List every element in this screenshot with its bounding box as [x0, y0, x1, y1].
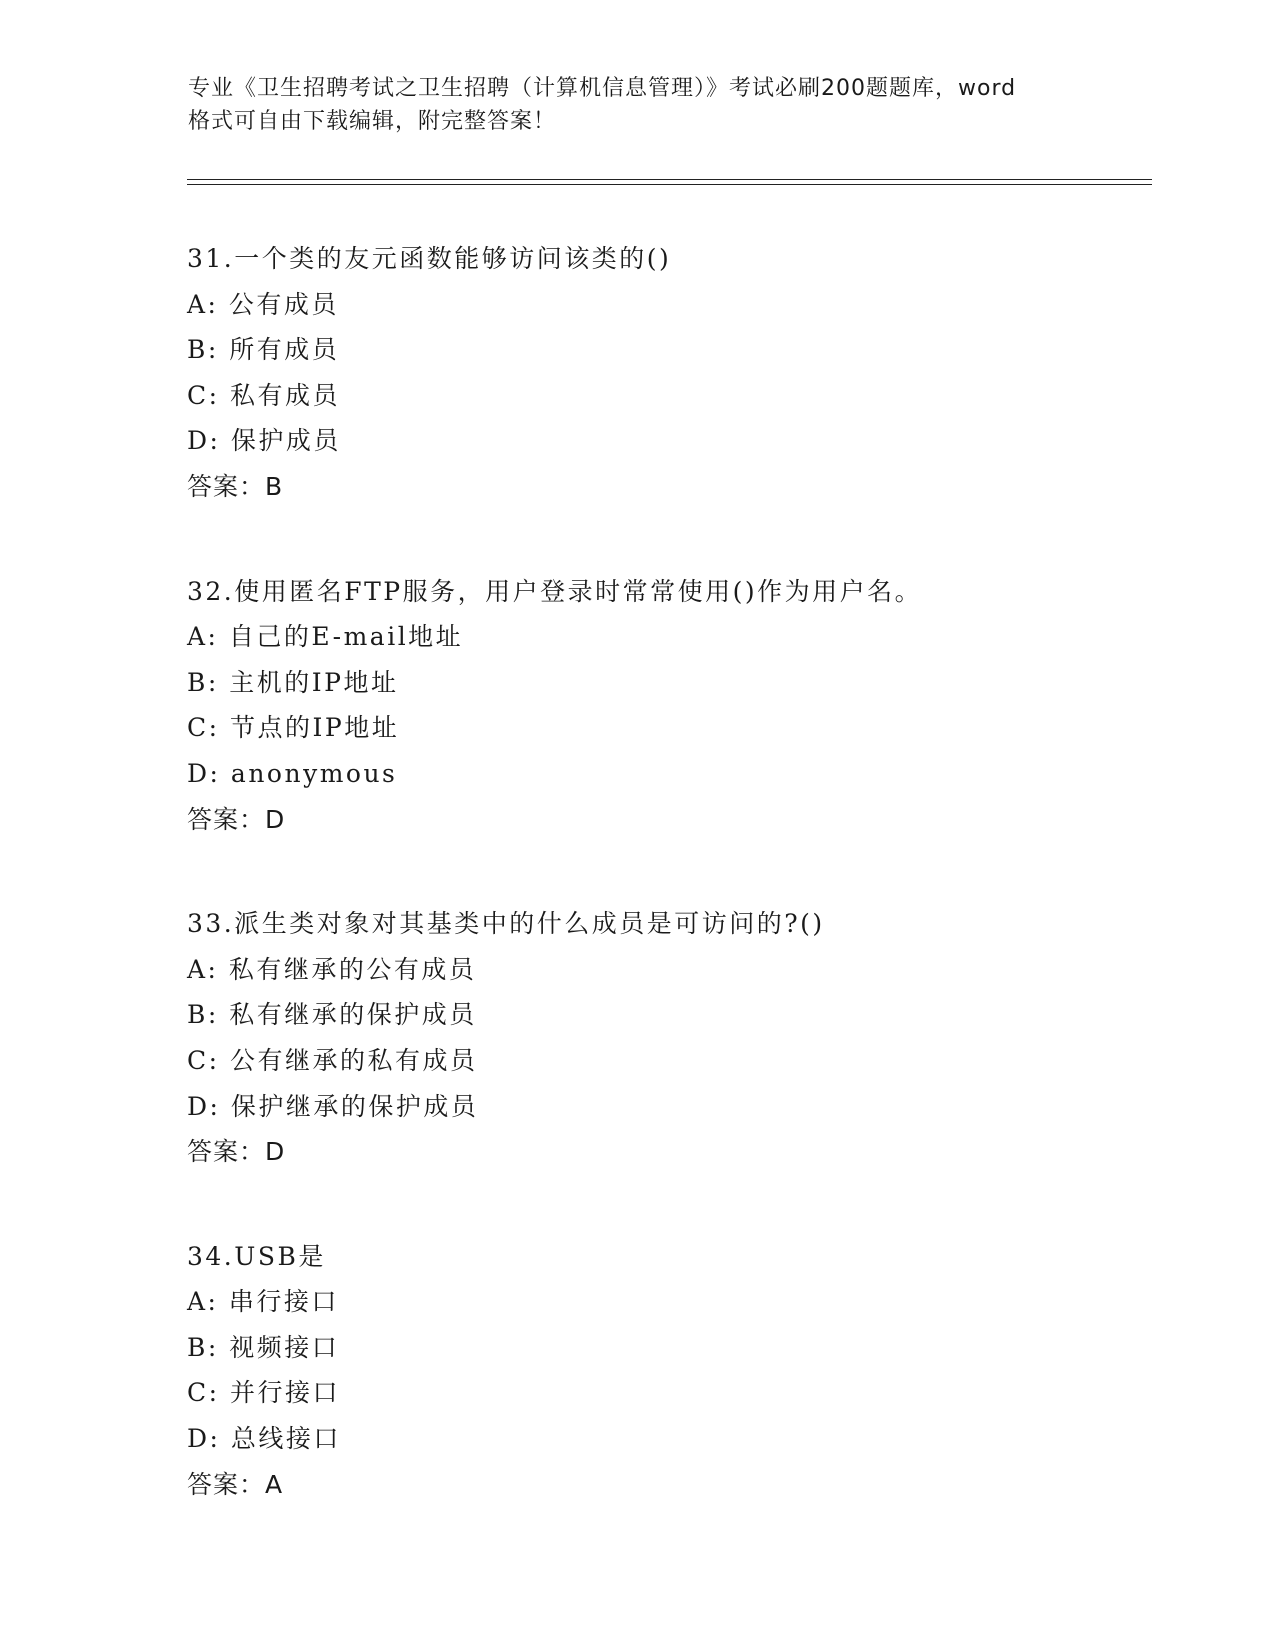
- question-list: [187, 236, 1147, 1566]
- option-b: B: 所有成员: [187, 335, 340, 365]
- option-d: D: anonymous: [187, 758, 398, 788]
- question-31: [187, 236, 1147, 510]
- question-stem: 34.USB是: [187, 1241, 326, 1271]
- header-divider-bottom: [187, 184, 1152, 185]
- header-line-2: 格式可自由下载编辑，附完整答案！: [188, 109, 557, 134]
- question-stem: 31.一个类的友元函数能够访问该类的(): [187, 244, 672, 273]
- answer-line: 答案：A: [187, 1469, 284, 1499]
- option-d: D: 保护继承的保护成员: [187, 1091, 479, 1121]
- question-34: [187, 1234, 1147, 1508]
- question-33: [187, 901, 1147, 1175]
- document-header: [188, 72, 1088, 138]
- answer-line: 答案：D: [187, 1137, 286, 1167]
- option-d: D: 总线接口: [187, 1424, 341, 1454]
- option-c: C: 公有继承的私有成员: [187, 1045, 478, 1075]
- option-b: B: 私有继承的保护成员: [187, 1000, 477, 1030]
- answer-line: 答案：D: [187, 804, 286, 834]
- answer-line: 答案：B: [187, 471, 284, 501]
- question-stem: 32.使用匿名FTP服务，用户登录时常常使用()作为用户名。: [187, 576, 923, 606]
- option-a: A: 自己的E-mail地址: [187, 622, 464, 652]
- option-b: B: 主机的IP地址: [187, 667, 399, 697]
- header-divider-top: [187, 179, 1152, 180]
- question-stem: 33.派生类对象对其基类中的什么成员是可访问的?(): [187, 909, 825, 939]
- option-c: C: 并行接口: [187, 1378, 340, 1408]
- option-a: A: 私有继承的公有成员: [187, 954, 477, 984]
- option-d: D: 保护成员: [187, 426, 341, 456]
- option-b: B: 视频接口: [187, 1332, 340, 1362]
- option-c: C: 私有成员: [187, 380, 340, 410]
- option-a: A: 公有成员: [187, 289, 339, 319]
- option-a: A: 串行接口: [187, 1287, 339, 1317]
- header-line-1: 专业《卫生招聘考试之卫生招聘（计算机信息管理）》考试必刷200题题库，word: [188, 76, 1017, 101]
- question-32: [187, 569, 1147, 843]
- option-c: C: 节点的IP地址: [187, 713, 400, 743]
